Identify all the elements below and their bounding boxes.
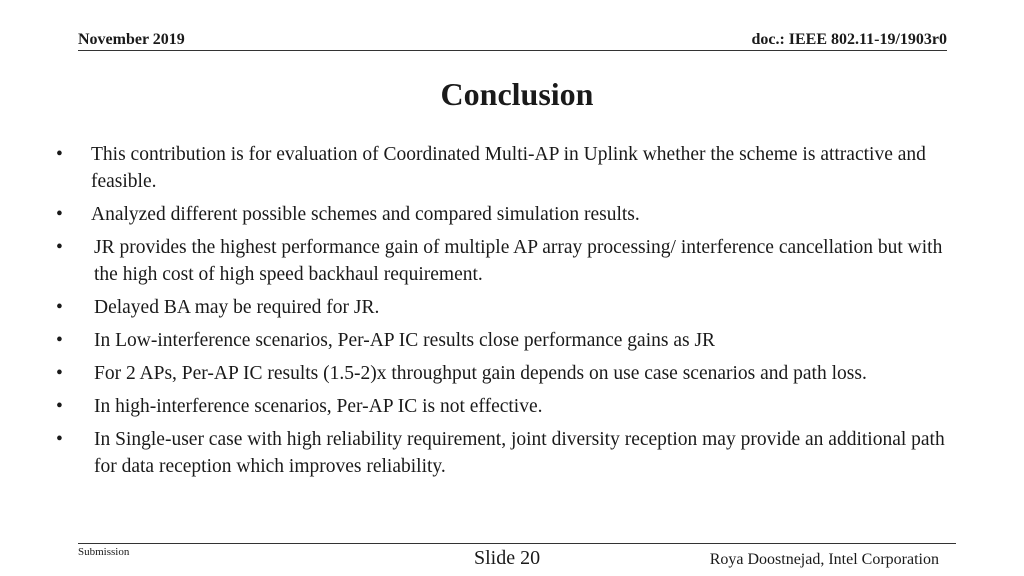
footer-divider bbox=[78, 543, 956, 544]
bullet-item bbox=[56, 141, 961, 195]
bullet-text: In Single-user case with high reliability requirement, joint diversity reception may provide an additional path for data reception which improves reliability. bbox=[94, 429, 945, 477]
bullet-item bbox=[56, 360, 961, 387]
bullet-text: Delayed BA may be required for JR. bbox=[94, 297, 380, 318]
bullet-marker: • bbox=[56, 396, 63, 417]
bullet-marker: • bbox=[56, 237, 63, 258]
bullet-marker: • bbox=[56, 144, 63, 165]
bullet-marker: • bbox=[56, 297, 63, 318]
bullet-marker: • bbox=[56, 204, 63, 225]
bullet-text: In high-interference scenarios, Per-AP IC is not effective. bbox=[94, 396, 543, 417]
bullet-item bbox=[56, 201, 961, 228]
bullet-text: In Low-interference scenarios, Per-AP IC results close performance gains as JR bbox=[94, 330, 716, 351]
bullet-text: For 2 APs, Per-AP IC results (1.5-2)x throughput gain depends on use case scenarios and path loss. bbox=[94, 363, 867, 384]
footer-submission-label: Submission bbox=[78, 546, 130, 558]
bullet-marker: • bbox=[56, 330, 63, 351]
bullet-item bbox=[56, 234, 961, 288]
slide-number: Slide 20 bbox=[474, 547, 541, 569]
bullet-item bbox=[56, 426, 961, 480]
bullet-text: JR provides the highest performance gain of multiple AP array processing/ interference cancellation but with the high cost of high speed backhaul requirement. bbox=[94, 237, 943, 285]
bullet-marker: • bbox=[56, 363, 63, 384]
footer-author: Roya Doostnejad, Intel Corporation bbox=[709, 551, 939, 568]
bullet-marker: • bbox=[56, 429, 63, 450]
bullet-item bbox=[56, 294, 961, 321]
bullet-text: This contribution is for evaluation of Coordinated Multi-AP in Uplink whether the scheme is attractive and feasible. bbox=[91, 144, 926, 192]
bullet-item bbox=[56, 393, 961, 420]
header-date: November 2019 bbox=[78, 31, 185, 48]
header-divider bbox=[78, 50, 947, 51]
slide-title: Conclusion bbox=[440, 76, 594, 112]
bullet-text: Analyzed different possible schemes and compared simulation results. bbox=[91, 204, 640, 225]
bullet-list bbox=[56, 141, 961, 486]
bullet-item bbox=[56, 327, 961, 354]
header-doc-id: doc.: IEEE 802.11-19/1903r0 bbox=[751, 31, 947, 48]
